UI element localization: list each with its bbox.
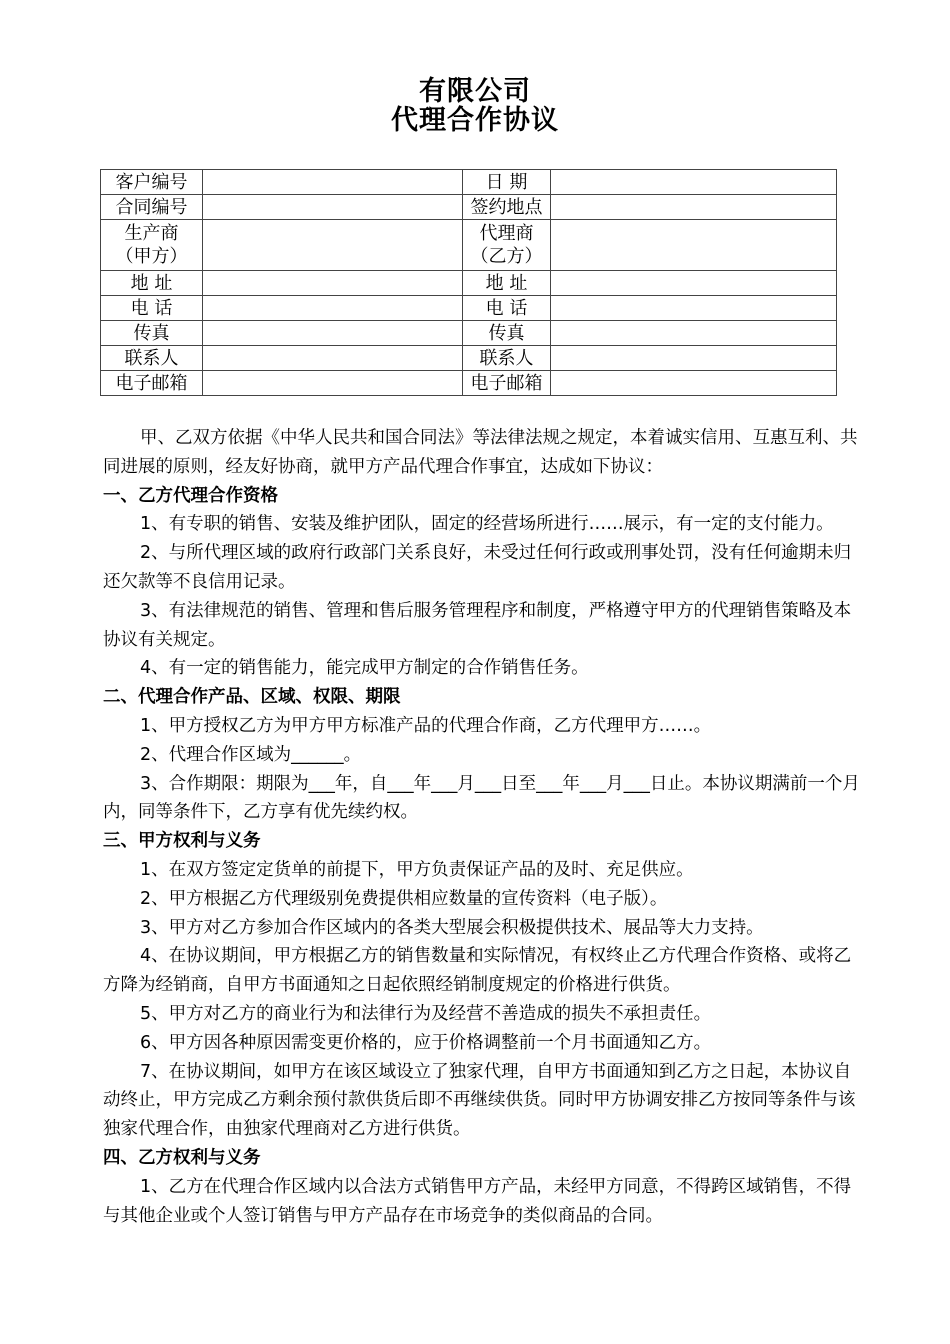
- signing-place-label: 签约地点: [463, 195, 551, 220]
- manufacturer-label-main: 生产商: [124, 223, 179, 244]
- manufacturer-label: [101, 220, 203, 271]
- email-label-party-b: 电子邮箱: [463, 371, 551, 396]
- table-row: [101, 296, 837, 321]
- party-info-table: [100, 169, 837, 396]
- email-label-party-a: 电子邮箱: [101, 371, 203, 396]
- table-row: [101, 321, 837, 346]
- company-title: 有限公司: [419, 76, 531, 107]
- fax-field-party-b[interactable]: [551, 321, 837, 346]
- address-field-party-b[interactable]: [551, 271, 837, 296]
- clause: 2、甲方根据乙方代理级别免费提供相应数量的宣传资料（电子版）。: [140, 888, 668, 909]
- clause: 4、有一定的销售能力，能完成甲方制定的合作销售任务。: [140, 658, 589, 679]
- phone-label-party-b: 电 话: [463, 296, 551, 321]
- contact-label-party-a: 联系人: [101, 346, 203, 371]
- date-field[interactable]: [551, 170, 837, 195]
- phone-field-party-b[interactable]: [551, 296, 837, 321]
- clause: 1、在双方签定定货单的前提下，甲方负责保证产品的及时、充足供应。: [140, 859, 694, 880]
- email-field-party-a[interactable]: [203, 371, 463, 396]
- phone-field-party-a[interactable]: [203, 296, 463, 321]
- section-heading: 二、代理合作产品、区域、权限、期限: [103, 687, 401, 708]
- table-row: [101, 271, 837, 296]
- clause: 1、乙方在代理合作区域内以合法方式销售甲方产品，未经甲方同意，不得跨区域销售，不得与其他企业或个人签订销售与甲方产品存在市场竞争的类似商品的合同。: [103, 1176, 852, 1226]
- contact-field-party-a[interactable]: [203, 346, 463, 371]
- table-row: [101, 346, 837, 371]
- phone-label-party-a: 电 话: [101, 296, 203, 321]
- clause: 1、甲方授权乙方为甲方甲方标准产品的代理合作商，乙方代理甲方……。: [140, 715, 712, 736]
- table-row: [101, 371, 837, 396]
- address-label-party-a: 地 址: [101, 271, 203, 296]
- clause: 4、在协议期间，甲方根据乙方的销售数量和实际情况，有权终止乙方代理合作资格、或将乙方降为经销商，自甲方书面通知之日起依照经销制度规定的价格进行供货。: [103, 946, 852, 996]
- date-label: 日 期: [463, 170, 551, 195]
- clause: 7、在协议期间，如甲方在该区域设立了独家代理，自甲方书面通知到乙方之日起，本协议自动终止，甲方完成乙方剩余预付款供货后即不再继续供货。同时甲方协调安排乙方按同等条件与该独家代理合作，由独家代理商对乙方进行供货。: [103, 1061, 856, 1140]
- clause: 2、与所代理区域的政府行政部门关系良好，未受过任何行政或刑事处罚，没有任何逾期未归还欠款等不良信用记录。: [103, 543, 852, 592]
- fax-label-party-a: 传真: [101, 321, 203, 346]
- fax-field-party-a[interactable]: [203, 321, 463, 346]
- clause: 3、合作期限：期限为___年，自___年___月___日至___年___月___日止。本协议期满前一个月内，同等条件下，乙方享有优先续约权。: [103, 773, 860, 823]
- customer-number-label: 客户编号: [101, 170, 203, 195]
- section-heading: 三、甲方权利与义务: [103, 831, 261, 852]
- clause: 2、代理合作区域为______。: [140, 744, 362, 765]
- clause: 3、甲方对乙方参加合作区域内的各类大型展会积极提供技术、展品等大力支持。: [140, 917, 764, 938]
- table-row: [101, 170, 837, 195]
- agent-label-main: 代理商: [479, 223, 534, 244]
- table-row: [101, 195, 837, 220]
- contact-label-party-b: 联系人: [463, 346, 551, 371]
- agent-label-sub: （乙方）: [470, 246, 543, 267]
- signing-place-field[interactable]: [551, 195, 837, 220]
- intro-paragraph: 甲、乙双方依据《中华人民共和国合同法》等法律法规之规定，本着诚实信用、互惠互利、共同进展的原则，经友好协商，就甲方产品代理合作事宜，达成如下协议：: [103, 428, 858, 477]
- fax-label-party-b: 传真: [463, 321, 551, 346]
- agreement-title: 代理合作协议: [391, 105, 559, 136]
- contact-field-party-b[interactable]: [551, 346, 837, 371]
- address-field-party-a[interactable]: [203, 271, 463, 296]
- manufacturer-label-sub: （甲方）: [115, 246, 188, 267]
- clause: 6、甲方因各种原因需变更价格的，应于价格调整前一个月书面通知乙方。: [140, 1032, 712, 1053]
- clause: 3、有法律规范的销售、管理和售后服务管理程序和制度，严格遵守甲方的代理销售策略及本协议有关规定。: [103, 600, 852, 650]
- customer-number-field[interactable]: [203, 170, 463, 195]
- contract-number-label: 合同编号: [101, 195, 203, 220]
- agent-label: [463, 220, 551, 271]
- section-heading: 四、乙方权利与义务: [103, 1147, 261, 1168]
- agreement-body: [103, 424, 863, 1230]
- manufacturer-field[interactable]: [203, 220, 463, 271]
- contract-number-field[interactable]: [203, 195, 463, 220]
- section-heading: 一、乙方代理合作资格: [103, 485, 278, 506]
- clause: 1、有专职的销售、安装及维护团队，固定的经营场所进行……展示，有一定的支付能力。: [140, 514, 834, 535]
- table-row: [101, 220, 837, 271]
- email-field-party-b[interactable]: [551, 371, 837, 396]
- address-label-party-b: 地 址: [463, 271, 551, 296]
- agent-field[interactable]: [551, 220, 837, 271]
- clause: 5、甲方对乙方的商业行为和法律行为及经营不善造成的损失不承担责任。: [140, 1003, 712, 1024]
